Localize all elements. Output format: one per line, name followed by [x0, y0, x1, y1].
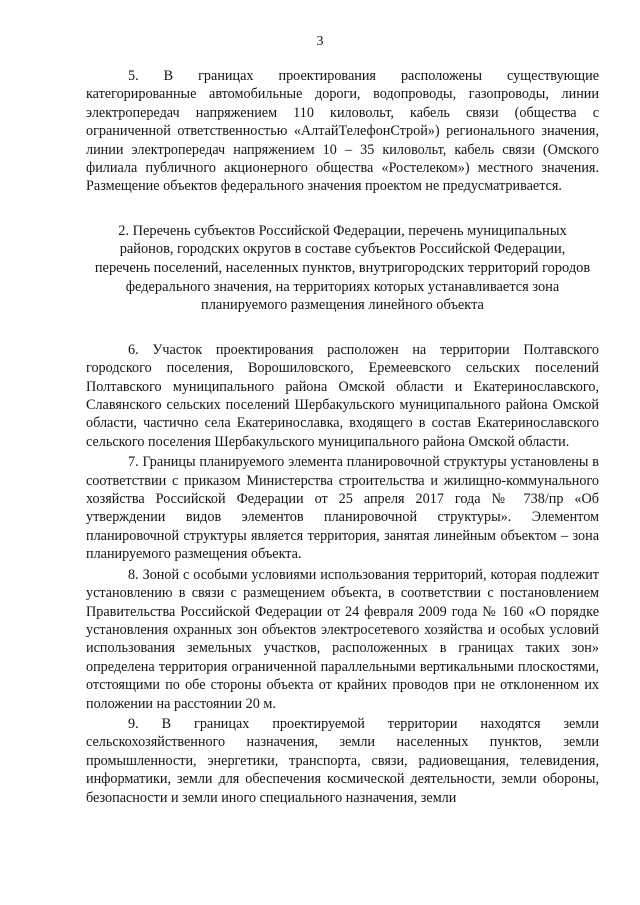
paragraph-6: 6. Участок проектирования расположен на территории Полтавского городского поселения, Ворошиловского, Еремеевского сельских поселений Полтавского муниципального района Омской области и Екатеринославского, Славянского сельских поселений Шербакульского муниципального района Омской области, частично села Екатеринославка, входящего в состав Екатеринославского сельского поселения Шербакульского муниципального района Омской области. — [86, 341, 599, 450]
document-body — [86, 67, 599, 807]
section-heading-2: 2. Перечень субъектов Российской Федерации, перечень муниципальных районов, городских округов в составе субъектов Российской Федерации, перечень поселений, населенных пунктов, внутригородских территорий городов федерального значения, на территориях которых устанавливается зона планируемого размещения линейного объекта — [94, 222, 591, 314]
paragraph-8: 8. Зоной с особыми условиями использования территорий, которая подлежит установлению в связи с размещением объекта, в соответствии с постановлением Правительства Российской Федерации от 24 февраля 2009 года № 160 «О порядке установления охранных зон объектов электросетевого хозяйства и особых условий использования земельных участков, расположенных в границах таких зон» определена территория ограниченной параллельными вертикальными плоскостями, отстоящими по обе стороны объекта от крайних проводов при не отклоненном их положении на расстоянии 20 м. — [86, 566, 599, 712]
paragraph-9: 9. В границах проектируемой территории находятся земли сельскохозяйственного назначения, земли населенных пунктов, земли промышленности, энергетики, транспорта, связи, радиовещания, телевидения, информатики, земли для обеспечения космической деятельности, земли обороны, безопасности и земли иного специального назначения, земли — [86, 715, 599, 806]
paragraph-7: 7. Границы планируемого элемента планировочной структуры установлены в соответствии с приказом Министерства строительства и жилищно-коммунального хозяйства Российской Федерации от 25 апреля 2017 года № 738/пр «Об утверждении видов элементов планировочной структуры». Элементом планировочной структуры является территория, занятая линейным объектом – зона планируемого размещения объекта. — [86, 454, 599, 563]
page-number: 3 — [316, 34, 324, 49]
paragraph-5: 5. В границах проектирования расположены существующие категорированные автомобильные дороги, водопроводы, газопроводы, линии электропередач напряжением 110 киловольт, кабель связи (общества с ограниченной ответственностью «АлтайТелефонСтрой») регионального значения, линии электропередач напряжением 10 – 35 киловольт, кабель связи (Омского филиала публичного акционерного общества «Ростелеком») местного значения. Размещение объектов федерального значения проектом не предусматривается. — [86, 68, 599, 195]
